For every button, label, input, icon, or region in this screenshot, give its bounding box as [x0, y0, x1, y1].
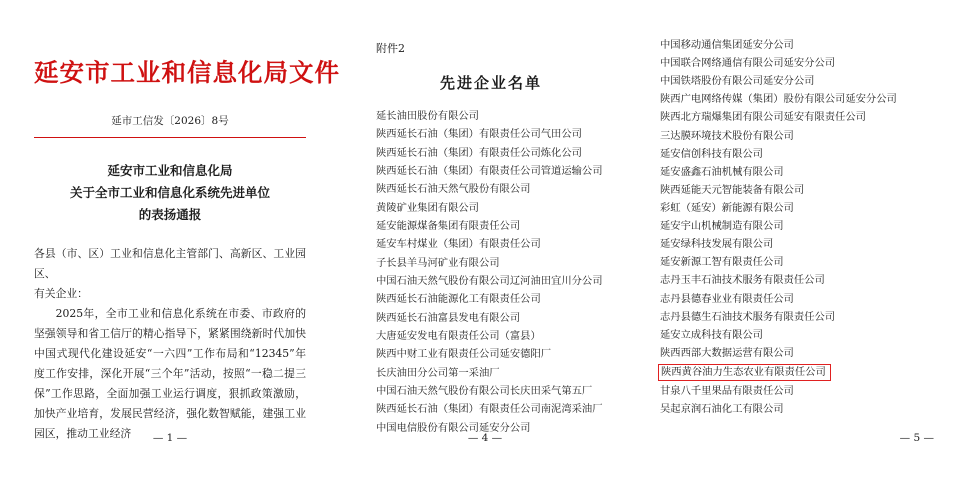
list-item: 彩虹（延安）新能源有限公司: [660, 201, 794, 214]
body-line-1: 各县（市、区）工业和信息化主管部门、高新区、工业园区、: [34, 247, 306, 280]
list-item: 中国电信股份有限公司延安分公司: [376, 421, 531, 434]
list-item: 吴起京润石油化工有限公司: [660, 403, 784, 416]
list-item: 延安信创科技有限公司: [660, 147, 763, 160]
document-page-4: [340, 0, 630, 478]
list-item: 志丹县德春业业有限责任公司: [660, 292, 794, 305]
list-item: 延安宇山机械制造有限公司: [660, 220, 784, 233]
page-title: 延安市工业和信息化局文件: [34, 58, 340, 87]
page-folio-1: — 1 —: [152, 432, 188, 444]
list-item: 中国联合网络通信有限公司延安分公司: [660, 57, 836, 70]
list-item: 延长油田股份有限公司: [376, 110, 479, 122]
highlight-annotation: 陕西黄谷油力生态农业有限责任公司: [658, 364, 831, 381]
list-item: 陕西延长石油（集团）有限责任公司管道运输公司: [376, 164, 603, 177]
highlighted-list-item: [660, 362, 936, 382]
body-paragraph: 2025年，全市工业和信息化系统在市委、市政府的坚强领导和省工信厅的精心指导下，紧紧围绕新时代加快中国式现代化建设延安“一六四”工作布局和“12345”年度工作安排，深化开展“三个年”活动，按照“一稳二提三保”工作思路，全面加强工业运行调度，狠抓政策激励，加快产业培育，发展民营经济，强化数智赋能，建强工业园区，推动工业经济: [34, 306, 306, 440]
list-item: 延安盛鑫石油机械有限公司: [660, 165, 784, 178]
page-folio-4: — 4 —: [467, 432, 503, 444]
list-item: 长庆油田分公司第一采油厂: [376, 366, 500, 379]
list-item: 中国铁塔股份有限公司延安分公司: [660, 75, 815, 88]
list-item: 延安绿科技发展有限公司: [660, 238, 774, 251]
list-item: 陕西北方瑞爆集团有限公司延安有限责任公司: [660, 111, 866, 124]
list-item: 陕西广电网络传媒（集团）股份有限公司延安分公司: [660, 93, 897, 106]
list-item: 陕西西部大数据运营有限公司: [660, 346, 794, 359]
page-folio-5: — 5 —: [899, 432, 934, 444]
notice-title-line-2: 关于全市工业和信息化系统先进单位: [69, 185, 270, 201]
list-item: 延安能源煤备集团有限责任公司: [376, 219, 521, 232]
red-divider: [34, 137, 306, 138]
notice-title: [34, 160, 306, 226]
body-line-2: 有关企业：: [34, 286, 88, 300]
list-item: 陕西延长石油富县发电有限公司: [376, 311, 521, 324]
notice-title-line-1: 延安市工业和信息化局: [107, 163, 233, 179]
list-title: 先进企业名单: [439, 74, 542, 92]
list-item: 中国移动通信集团延安分公司: [660, 39, 794, 51]
company-list-page-5: [660, 36, 936, 419]
list-item: 甘泉八千里果品有限责任公司: [660, 385, 794, 398]
list-item: 三达膜环境技术股份有限公司: [660, 129, 794, 142]
list-item: 陕西中财工业有限责任公司延安德阳厂: [376, 348, 552, 361]
list-item: 陕西延长石油（集团）有限责任公司南泥湾采油厂: [376, 403, 603, 416]
document-number: 延市工信发〔2026〕8号: [111, 115, 229, 128]
attachment-label: 附件2: [376, 42, 405, 55]
list-item: 大唐延安发电有限责任公司（富县）: [376, 329, 541, 342]
list-item: 陕西延长石油天然气股份有限公司: [376, 183, 531, 196]
company-list-page-4: [376, 107, 606, 437]
list-item: 中国石油天然气股份有限公司长庆田采气第五厂: [376, 384, 593, 397]
list-item: 志丹县德生石油技术服务有限责任公司: [660, 310, 836, 323]
list-item: 志丹玉丰石油技术服务有限责任公司: [660, 274, 825, 287]
list-item: 黄陵矿业集团有限公司: [376, 201, 479, 214]
list-item: 中国石油天然气股份有限公司辽河油田宜川分公司: [376, 274, 603, 287]
list-item: 陕西延长石油（集团）有限责任公司气田公司: [376, 128, 582, 141]
list-item: 陕西延能天元智能装备有限公司: [660, 183, 805, 196]
list-item: 陕西延长石油（集团）有限责任公司炼化公司: [376, 146, 582, 159]
notice-body: [34, 244, 306, 444]
list-item: 子长县羊马河矿业有限公司: [376, 256, 500, 269]
list-item: 陕西延长石油能源化工有限责任公司: [376, 293, 541, 306]
list-item: 延安车村煤业（集团）有限责任公司: [376, 238, 541, 251]
document-page-1: [0, 0, 340, 478]
list-item: 延安立成科技有限公司: [660, 328, 763, 341]
list-item: 延安新源工智有限责任公司: [660, 256, 784, 269]
document-page-5: [630, 0, 960, 478]
notice-title-line-3: 的表扬通报: [138, 207, 202, 223]
